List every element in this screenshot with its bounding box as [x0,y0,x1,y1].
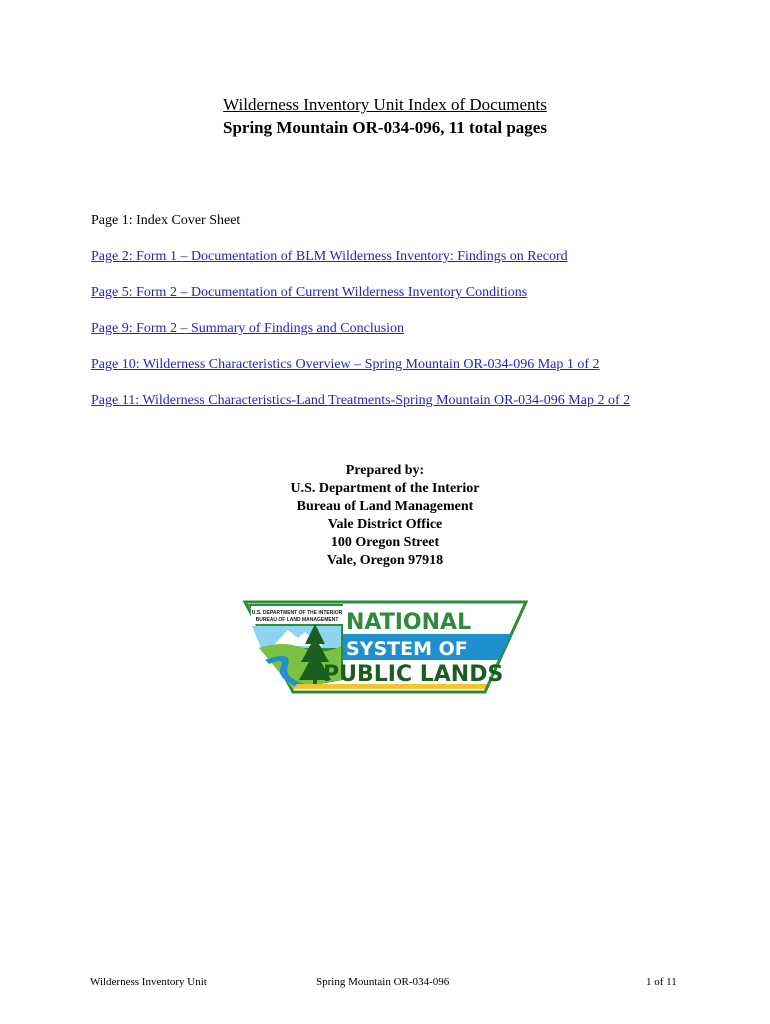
prepared-by-street: 100 Oregon Street [330,535,440,550]
footer-left: Wilderness Inventory Unit [90,976,207,988]
index-link-page-2[interactable]: Page 2: Form 1 – Documentation of BLM Wilderness Inventory: Findings on Record [91,249,568,264]
logo-badge-line-1: U.S. DEPARTMENT OF THE INTERIOR [251,610,343,616]
document-title [0,94,770,140]
footer-center: Spring Mountain OR-034-096 [316,976,450,988]
logo-word-system-of: SYSTEM OF [346,638,468,660]
prepared-by-org-2: Bureau of Land Management [296,499,474,514]
prepared-by-heading: Prepared by: [345,463,425,478]
prepared-by-block [0,462,770,570]
national-system-of-public-lands-logo [243,600,528,696]
index-link-page-5[interactable]: Page 5: Form 2 – Documentation of Current Wilderness Inventory Conditions [91,285,528,300]
prepared-by-org-1: U.S. Department of the Interior [290,481,480,496]
footer-page-number: 1 of 11 [646,976,677,988]
index-link-page-10[interactable]: Page 10: Wilderness Characteristics Overview – Spring Mountain OR-034-096 Map 1 of 2 [91,357,600,372]
logo-word-national: NATIONAL [346,610,472,635]
logo-badge-line-2: BUREAU OF LAND MANAGEMENT [255,617,339,623]
prepared-by-office: Vale District Office [327,517,443,532]
logo-word-public-lands: PUBLIC LANDS [323,662,504,687]
index-list [91,212,630,428]
index-link-page-11[interactable]: Page 11: Wilderness Characteristics-Land Treatments-Spring Mountain OR-034-096 Map 2 of 2 [91,393,631,408]
index-link-page-9[interactable]: Page 9: Form 2 – Summary of Findings and Conclusion [91,321,405,336]
index-item-page-1: Page 1: Index Cover Sheet [91,213,241,228]
title-line-2: Spring Mountain OR-034-096, 11 total pages [223,118,547,137]
title-line-1: Wilderness Inventory Unit Index of Documents [223,95,547,114]
prepared-by-city: Vale, Oregon 97918 [326,553,444,568]
